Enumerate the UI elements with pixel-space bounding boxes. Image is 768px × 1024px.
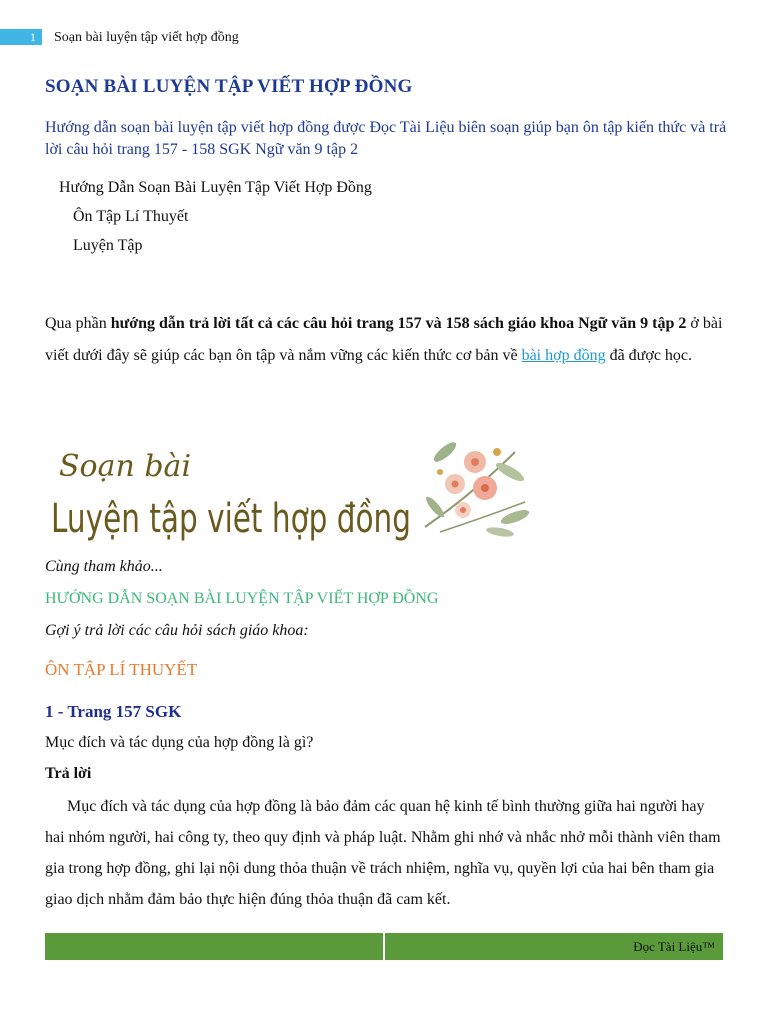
banner-script-text: Soạn bài [59, 449, 192, 484]
toc-item[interactable]: Ôn Tập Lí Thuyết [73, 208, 189, 225]
para-bold: hướng dẫn trả lời tất cả các câu hỏi trang 157 và 158 sách giáo khoa Ngữ văn 9 tập 2 [110, 315, 687, 332]
question-text: Mục đích và tác dụng của hợp đồng là gì? [45, 734, 314, 751]
guide-heading: HƯỚNG DẪN SOẠN BÀI LUYỆN TẬP VIẾT HỢP ĐỒNG [45, 590, 439, 607]
footer-cell-right [385, 933, 723, 960]
flower-decoration-icon [424, 439, 531, 538]
page-header [0, 28, 400, 47]
answer-paragraph: Mục đích và tác dụng của hợp đồng là bảo đảm các quan hệ kinh tế bình thường giữa hai người hay hai nhóm người, hai công ty, theo quy định và pháp luật. Nhằm ghi nhớ và nhắc nhở mỗi thành viên tham gia trong hợp đồng, ghi lại nội dung thỏa thuận về trách nhiệm, nghĩa vụ, quyền lợi của hai bên tham gia giao dịch nhằm đảm bảo thực hiện đúng thỏa thuận đã cam kết. [45, 798, 721, 908]
footer-label: Đọc Tài Liệu™ [633, 939, 715, 954]
para-prefix: Qua phần [45, 315, 111, 332]
page-number: 1 [0, 29, 42, 45]
contract-link[interactable]: bài hợp đồng [521, 347, 606, 364]
section-heading: ÔN TẬP LÍ THUYẾT [45, 660, 198, 679]
hint-text: Gợi ý trả lời các câu hỏi sách giáo khoa: [45, 622, 309, 639]
page-footer [45, 933, 723, 960]
banner-main-text: Luyện tập viết hợp đồng [51, 496, 411, 542]
toc-item[interactable]: Hướng Dẫn Soạn Bài Luyện Tập Viết Hợp Đồng [59, 179, 372, 196]
question-heading: 1 - Trang 157 SGK [45, 702, 182, 721]
document-title: SOẠN BÀI LUYỆN TẬP VIẾT HỢP ĐỒNG [45, 76, 413, 97]
header-title: Soạn bài luyện tập viết hợp đồng [54, 30, 239, 45]
answer-label: Trả lời [45, 765, 92, 782]
banner-image [45, 432, 535, 547]
intro-paragraph: Hướng dẫn soạn bài luyện tập viết hợp đồng được Đọc Tài Liệu biên soạn giúp bạn ôn tập kiến thức và trả lời câu hỏi trang 157 - 158 SGK Ngữ văn 9 tập 2 [45, 119, 727, 158]
footer-cell-left [45, 933, 383, 960]
toc-item[interactable]: Luyện Tập [73, 237, 143, 254]
para-middle: ở bài viết dưới đây sẽ giúp các bạn ôn tập và nắm vững các kiến thức cơ bản về [45, 315, 723, 364]
see-also-label: Cùng tham khảo... [45, 558, 163, 575]
para-suffix: đã được học. [605, 347, 693, 364]
summary-paragraph [45, 308, 725, 372]
